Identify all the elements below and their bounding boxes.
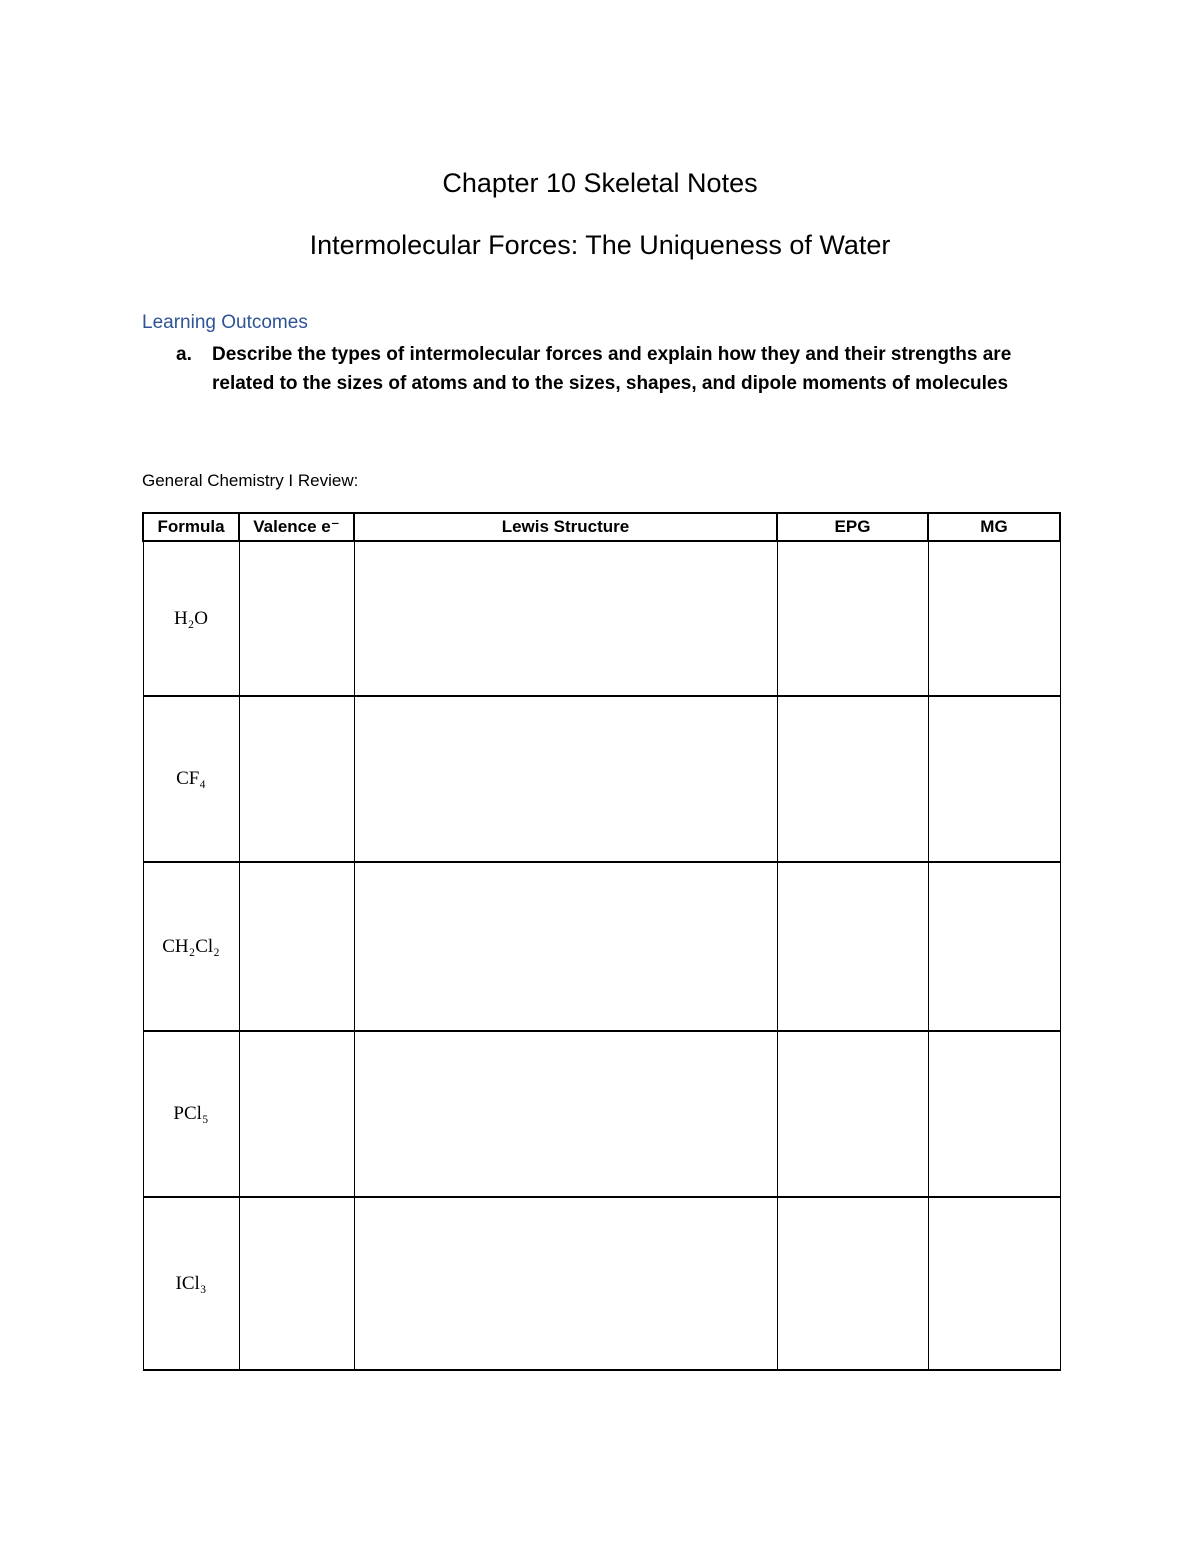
column-header-mg: MG [928, 513, 1060, 541]
epg-cell[interactable] [777, 1197, 928, 1370]
lewis-structure-cell[interactable] [354, 541, 777, 696]
formula-cell: H₂O [143, 541, 239, 696]
column-header-epg: EPG [777, 513, 928, 541]
formula-cell: ICl₃ [143, 1197, 239, 1370]
lewis-structure-cell[interactable] [354, 1031, 777, 1197]
column-header-lewis-structure: Lewis Structure [354, 513, 777, 541]
valence-cell[interactable] [239, 1197, 354, 1370]
epg-cell[interactable] [777, 862, 928, 1031]
mg-cell[interactable] [928, 1197, 1060, 1370]
table-row [143, 696, 1060, 862]
mg-cell[interactable] [928, 541, 1060, 696]
page-subtitle: Intermolecular Forces: The Uniqueness of Water [309, 230, 891, 260]
lewis-structure-cell[interactable] [354, 1197, 777, 1370]
lewis-structure-cell[interactable] [354, 696, 777, 862]
valence-cell[interactable] [239, 862, 354, 1031]
learning-outcomes-heading: Learning Outcomes [142, 312, 308, 333]
outcome-text: Describe the types of intermolecular forces and explain how they and their strengths are related to the sizes of atoms and to the sizes, shapes, and dipole moments of molecules [212, 344, 1012, 394]
review-table [142, 512, 1061, 1371]
valence-cell[interactable] [239, 541, 354, 696]
column-header-formula: Formula [143, 513, 239, 541]
table-row [143, 1031, 1060, 1197]
review-label: General Chemistry I Review: [142, 471, 359, 490]
table-header-row [143, 513, 1060, 541]
outcome-marker: a. [176, 344, 192, 365]
mg-cell[interactable] [928, 1031, 1060, 1197]
valence-cell[interactable] [239, 696, 354, 862]
table-row [143, 1197, 1060, 1370]
column-header-valence: Valence e⁻ [239, 513, 354, 541]
valence-cell[interactable] [239, 1031, 354, 1197]
formula-cell: PCl₅ [143, 1031, 239, 1197]
page-title: Chapter 10 Skeletal Notes [442, 168, 758, 198]
table-row [143, 862, 1060, 1031]
epg-cell[interactable] [777, 696, 928, 862]
epg-cell[interactable] [777, 1031, 928, 1197]
mg-cell[interactable] [928, 696, 1060, 862]
learning-outcome-item [142, 340, 1062, 398]
mg-cell[interactable] [928, 862, 1060, 1031]
formula-cell: CF₄ [143, 696, 239, 862]
formula-cell: CH₂Cl₂ [143, 862, 239, 1031]
lewis-structure-cell[interactable] [354, 862, 777, 1031]
table-row [143, 541, 1060, 696]
epg-cell[interactable] [777, 541, 928, 696]
